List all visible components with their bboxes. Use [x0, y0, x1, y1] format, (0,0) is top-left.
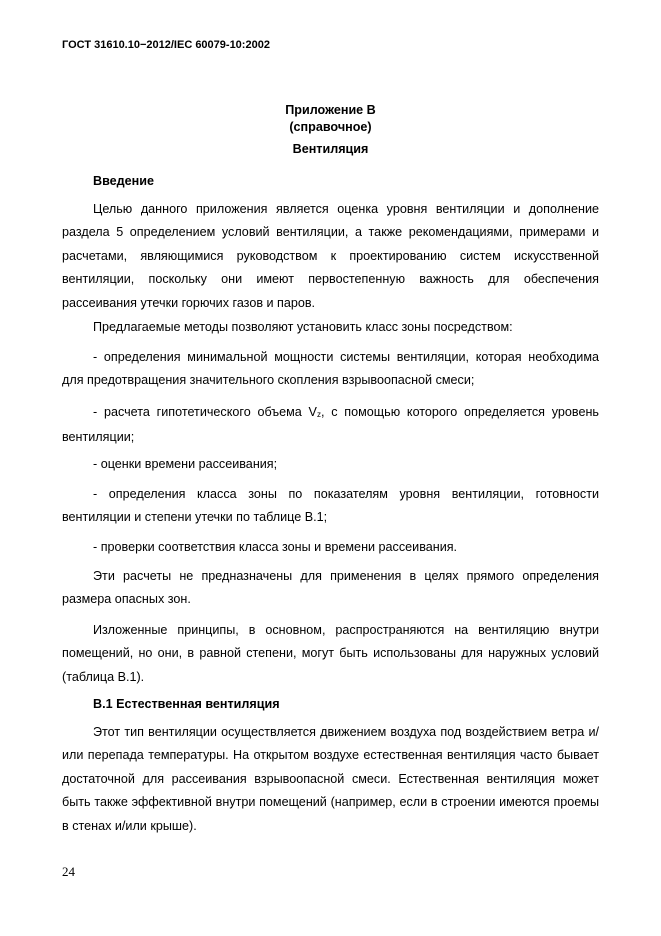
list-item-zone-class: - определения класса зоны по показателям уровня вентиляции, готовности вентиляции и степени утечки по таблице В.1;	[62, 487, 599, 525]
volume-subscript: z	[316, 410, 321, 419]
document-code: ГОСТ 31610.10−2012/IEC 60079-10:2002	[62, 39, 270, 51]
section-b1-paragraph: Этот тип вентиляции осуществляется движением воздуха под воздействием ветра и/или перепада температуры. На открытом воздухе естественная вентиляция часто бывает достаточной для рассеивания взрывоопасной смеси. Естественная вентиляция может быть также эффективной внутри помещений (например, если в строении имеются проемы в стенах и/или крыше).	[62, 725, 599, 833]
appendix-subtitle: (справочное)	[289, 120, 372, 134]
page-number: 24	[62, 864, 75, 879]
list-item-verification: - проверки соответствия класса зоны и времени рассеивания.	[93, 540, 458, 554]
intro-paragraph-3: Эти расчеты не предназначены для применения в целях прямого определения размера опасных зон.	[62, 569, 599, 607]
list-item-volume-before: - расчета гипотетического объема V	[93, 405, 317, 419]
section-b1-heading: В.1 Естественная вентиляция	[93, 697, 280, 711]
appendix-heading: Вентиляция	[292, 142, 369, 156]
list-item-dispersion-time: - оценки времени рассеивания;	[93, 457, 278, 471]
intro-paragraph-4: Изложенные принципы, в основном, распространяются на вентиляцию внутри помещений, но они, в равной степени, могут быть использованы для наружных условий (таблица В.1).	[62, 623, 599, 684]
list-item-volume-after: , с помощью которого определяется уровень вентиляции;	[62, 405, 599, 445]
appendix-title: Приложение В	[285, 103, 376, 117]
intro-paragraph-1: Целью данного приложения является оценка уровня вентиляции и дополнение раздела 5 определением условий вентиляции, а также рекомендациями, примерами и расчетами, являющимися руководством к проектированию систем искусственной вентиляции, поскольку они имеют первостепенную важность для обеспечения рассеивания утечки горючих газов и паров.	[62, 202, 599, 310]
list-item-min-capacity: - определения минимальной мощности системы вентиляции, которая необходима для предотвращения значительного скопления взрывоопасной смеси;	[62, 350, 599, 388]
list-item-volume	[62, 401, 599, 450]
intro-heading: Введение	[93, 174, 155, 188]
intro-paragraph-2: Предлагаемые методы позволяют установить класс зоны посредством:	[93, 320, 513, 334]
